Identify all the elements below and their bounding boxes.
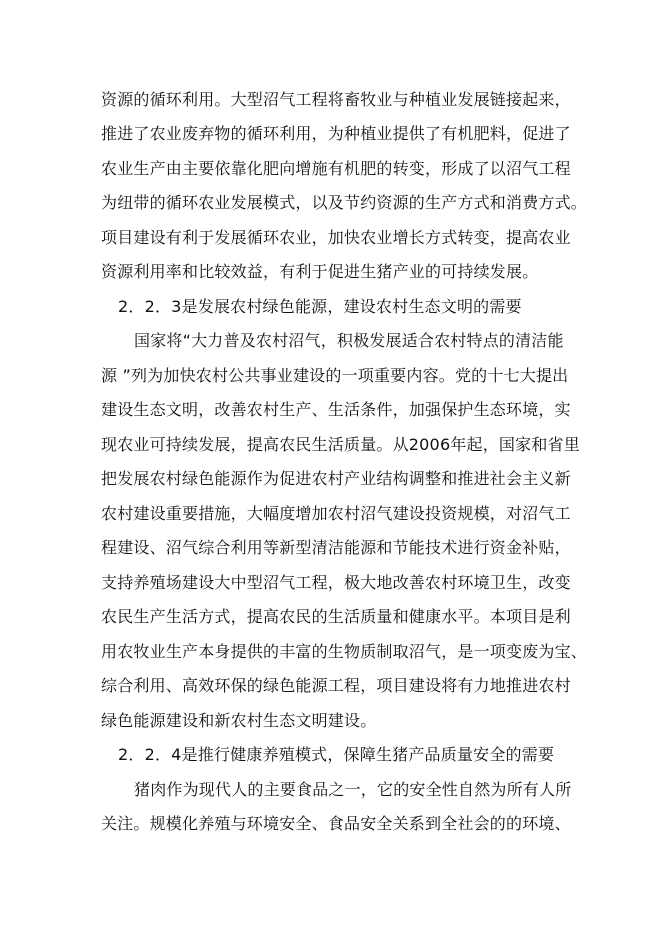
section-heading-2-2-3: 2．2．3是发展农村绿色能源，建设农村生态文明的需要: [118, 297, 522, 316]
paragraph-line: 综合利用、高效环保的绿色能源工程，项目建设将有力地推进农村: [101, 676, 571, 695]
paragraph-line: 用农牧业生产本身提供的丰富的生物质制取沼气，是一项变废为宝、: [101, 642, 588, 661]
paragraph-line: 关注。规模化养殖与环境安全、食品安全关系到全社会的的环境、: [101, 814, 571, 833]
paragraph-line: 项目建设有利于发展循环农业，加快农业增长方式转变，提高农业: [101, 228, 571, 247]
paragraph-line: 源 ”列为加快农村公共事业建设的一项重要内容。党的十七大提出: [101, 366, 569, 385]
paragraph-line: 推进了农业废弃物的循环利用，为种植业提供了有机肥料，促进了: [101, 124, 571, 143]
paragraph-line: 现农业可持续发展，提高农民生活质量。从2006年起，国家和省里: [101, 435, 580, 454]
paragraph-line: 为纽带的循环农业发展模式，以及节约资源的生产方式和消费方式。: [101, 193, 588, 212]
paragraph-line: 资源利用率和比较效益，有利于促进生猪产业的可持续发展。: [101, 262, 539, 281]
paragraph-line: 猪肉作为现代人的主要食品之一，它的安全性自然为所有人所: [134, 780, 572, 799]
paragraph-line: 建设生态文明，改善农村生产、生活条件，加强保护生态环境，实: [101, 400, 571, 419]
paragraph-line: 支持养殖场建设大中型沼气工程，极大地改善农村环境卫生，改变: [101, 573, 571, 592]
paragraph-line: 农民生产生活方式，提高农民的生活质量和健康水平。本项目是利: [101, 607, 571, 626]
paragraph-line: 程建设、沼气综合利用等新型清洁能源和节能技术进行资金补贴，: [101, 538, 571, 557]
paragraph-line: 农村建设重要措施，大幅度增加农村沼气建设投资规模，对沼气工: [101, 504, 571, 523]
paragraph-line: 资源的循环利用。大型沼气工程将畜牧业与种植业发展链接起来，: [101, 90, 571, 109]
paragraph-line: 绿色能源建设和新农村生态文明建设。: [101, 711, 377, 730]
paragraph-line: 国家将“大力普及农村沼气，积极发展适合农村特点的清洁能: [134, 331, 564, 350]
section-heading-2-2-4: 2．2．4是推行健康养殖模式，保障生猪产品质量安全的需要: [118, 745, 555, 764]
paragraph-line: 农业生产由主要依靠化肥向增施有机肥的转变，形成了以沼气工程: [101, 159, 571, 178]
paragraph-line: 把发展农村绿色能源作为促进农村产业结构调整和推进社会主义新: [101, 469, 571, 488]
